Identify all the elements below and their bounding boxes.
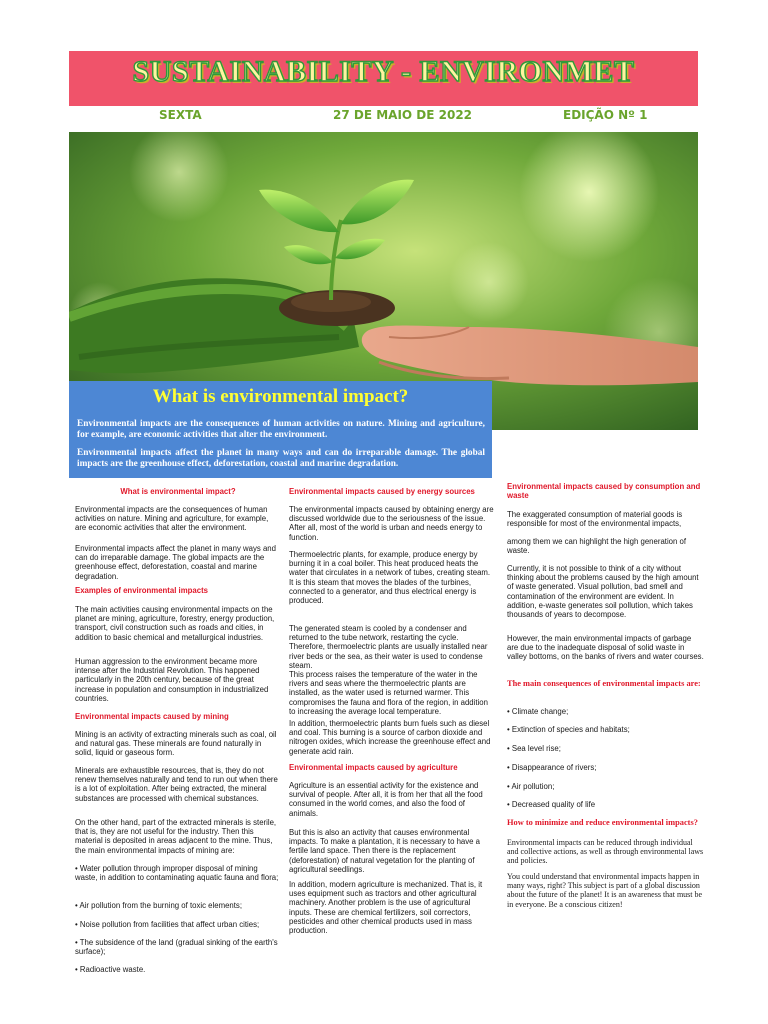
col1-paragraph: Mining is an activity of extracting minerals such as coal, oil and natural gas. These minerals are found naturally in solid, liquid or gaseous form. (75, 730, 277, 758)
issue-edition: EDIÇÃO Nº 1 (563, 108, 648, 122)
col1-paragraph: On the other hand, part of the extracted minerals is sterile, that is, they are not useful for the industry. Then this material is deposited in areas adjacent to the mine. Thus, the main environmental impacts of mining are: (75, 818, 277, 855)
col1-heading-examples: Examples of environmental impacts (75, 586, 209, 595)
feature-paragraph-1: Environmental impacts are the consequences of human activities on nature. Mining and agriculture, for example, are economic activities that alter the environment. (77, 419, 485, 440)
list-item: • Climate change; (507, 707, 569, 716)
list-item: • Decreased quality of life (507, 800, 596, 809)
issue-day: SEXTA (159, 108, 202, 122)
masthead-title: SUSTAINABILITY - ENVIRONMET (132, 55, 635, 88)
col3-paragraph: Environmental impacts can be reduced through individual and collective actions, as well as through environmental laws and policies. (507, 838, 704, 866)
feature-title: What is environmental impact? (152, 386, 409, 407)
list-item: • Radioactive waste. (75, 965, 146, 974)
col3-paragraph: Currently, it is not possible to think of a city without thinking about the problems caused by the high amount of waste generated. Visual pollution, bad smell and contamination of the environment are evident. In addition, e-waste generates soil pollution, which takes thousands of years to decompose. (507, 564, 699, 620)
feature-paragraph-2: Environmental impacts affect the planet in many ways and can do irreparable damage. The global impacts are the greenhouse effect, deforestation, coastal and marine degradation. (77, 448, 485, 469)
col1-paragraph: Environmental impacts are the consequences of human activities on nature. Mining and agriculture, for example, are economic activities that alter the environment. (75, 505, 269, 533)
col2-paragraph: Agriculture is an essential activity for the existence and survival of people. After all, it is from her that all the food consumed in the world comes, and also the food of animals. (289, 781, 483, 818)
col2-paragraph: The generated steam is cooled by a condenser and returned to the tube network, restarting the cycle. Therefore, thermoelectric plants are usually installed near river beds or the sea, as their water is used to condense steam. (289, 624, 488, 670)
col3-paragraph: The exaggerated consumption of material goods is responsible for most of the environmental impacts, (507, 510, 683, 529)
col1-heading-what: What is environmental impact? (120, 487, 236, 496)
list-item: • Extinction of species and habitats; (507, 725, 630, 734)
col3-heading-reduce: How to minimize and reduce environmental impacts? (507, 818, 698, 827)
list-item: • Water pollution through improper disposal of mining waste, in addition to contaminating aquatic fauna and flora; (75, 864, 279, 883)
col2-paragraph: This process raises the temperature of the water in the rivers and seas where the thermoelectric plants are installed, as the water used is returned warmer. This compromises the fauna and flora of the region, in addition to increasing the average local temperature. (289, 670, 488, 716)
masthead-banner (69, 51, 698, 106)
list-item: • Disappearance of rivers; (507, 763, 597, 772)
list-item: • Sea level rise; (507, 744, 561, 753)
col3-paragraph: You could understand that environmental impacts happen in many ways, right? This subject is part of a global discussion about the future of the planet! It is an awareness that must be in everyone. Be a conscious citizen! (507, 872, 703, 909)
list-item: • Noise pollution from facilities that affect urban cities; (75, 920, 260, 929)
feature-box (69, 381, 492, 478)
col2-paragraph: In addition, modern agriculture is mechanized. That is, it uses equipment such as tractors and other agricultural machinery. Another problem is the use of agricultural inputs. These are chemical fertilizers, soil correctors, pesticides and other chemical products used in mass production. (289, 880, 483, 936)
col3-paragraph: However, the main environmental impacts of garbage are due to the inadequate disposal of solid waste in valley bottoms, on the banks of rivers and water courses. (507, 634, 704, 662)
col1-paragraph: The main activities causing environmental impacts on the planet are mining, agriculture, forestry, energy production, transport, civil construction such as roads and cities, in addition to basic chemical and metallurgical industries. (75, 605, 275, 642)
col2-paragraph: The environmental impacts caused by obtaining energy are discussed worldwide due to the seriousness of the issue. After all, most of the world is urban and needs energy to function. (289, 505, 494, 542)
col3-heading-consumption: Environmental impacts caused by consumption and waste (507, 482, 701, 501)
list-item: • Air pollution from the burning of toxic elements; (75, 901, 242, 910)
col2-heading-agriculture: Environmental impacts caused by agriculture (289, 763, 458, 772)
issue-date: 27 DE MAIO DE 2022 (333, 108, 473, 122)
col1-paragraph: Minerals are exhaustible resources, that is, they do not renew themselves naturally and tend to run out when there is a lot of exploitation. After being extracted, the mineral substances are processed with chemical substances. (75, 766, 278, 803)
list-item: • The subsidence of the land (gradual sinking of the earth's surface); (75, 938, 278, 957)
col1-paragraph: Environmental impacts affect the planet in many ways and can do irreparable damage. The global impacts are the greenhouse effect, deforestation, coastal and marine degradation. (75, 544, 276, 581)
col2-paragraph: But this is also an activity that causes environmental impacts. To make a plantation, it is necessary to have a fertile land space. Then there is the replacement (deforestation) of natural vegetation for the planting of agricultural seedlings. (289, 828, 480, 874)
col2-heading-energy: Environmental impacts caused by energy sources (289, 487, 475, 496)
col1-paragraph: Human aggression to the environment became more intense after the Industrial Revolution. This happened particularly in the 20th century, because of the great increase in population and consumption in industrialized countries. (75, 657, 269, 703)
col3-paragraph: among them we can highlight the high generation of waste. (507, 537, 687, 556)
col3-heading-consequences: The main consequences of environmental impacts are: (507, 679, 701, 688)
col1-heading-mining: Environmental impacts caused by mining (75, 712, 229, 721)
col2-paragraph: Thermoelectric plants, for example, produce energy by burning it in a coal boiler. This heat produced heats the water that circulates in a network of tubes, creating steam. It is this steam that moves the blades of the turbines, connected to a generator, and thus electrical energy is produced. (289, 550, 491, 606)
list-item: • Air pollution; (507, 782, 555, 791)
col2-paragraph: In addition, thermoelectric plants burn fuels such as diesel and coal. This burning is a source of carbon dioxide and nitrogen oxides, which increase the greenhouse effect and generate acid rain. (289, 719, 491, 756)
